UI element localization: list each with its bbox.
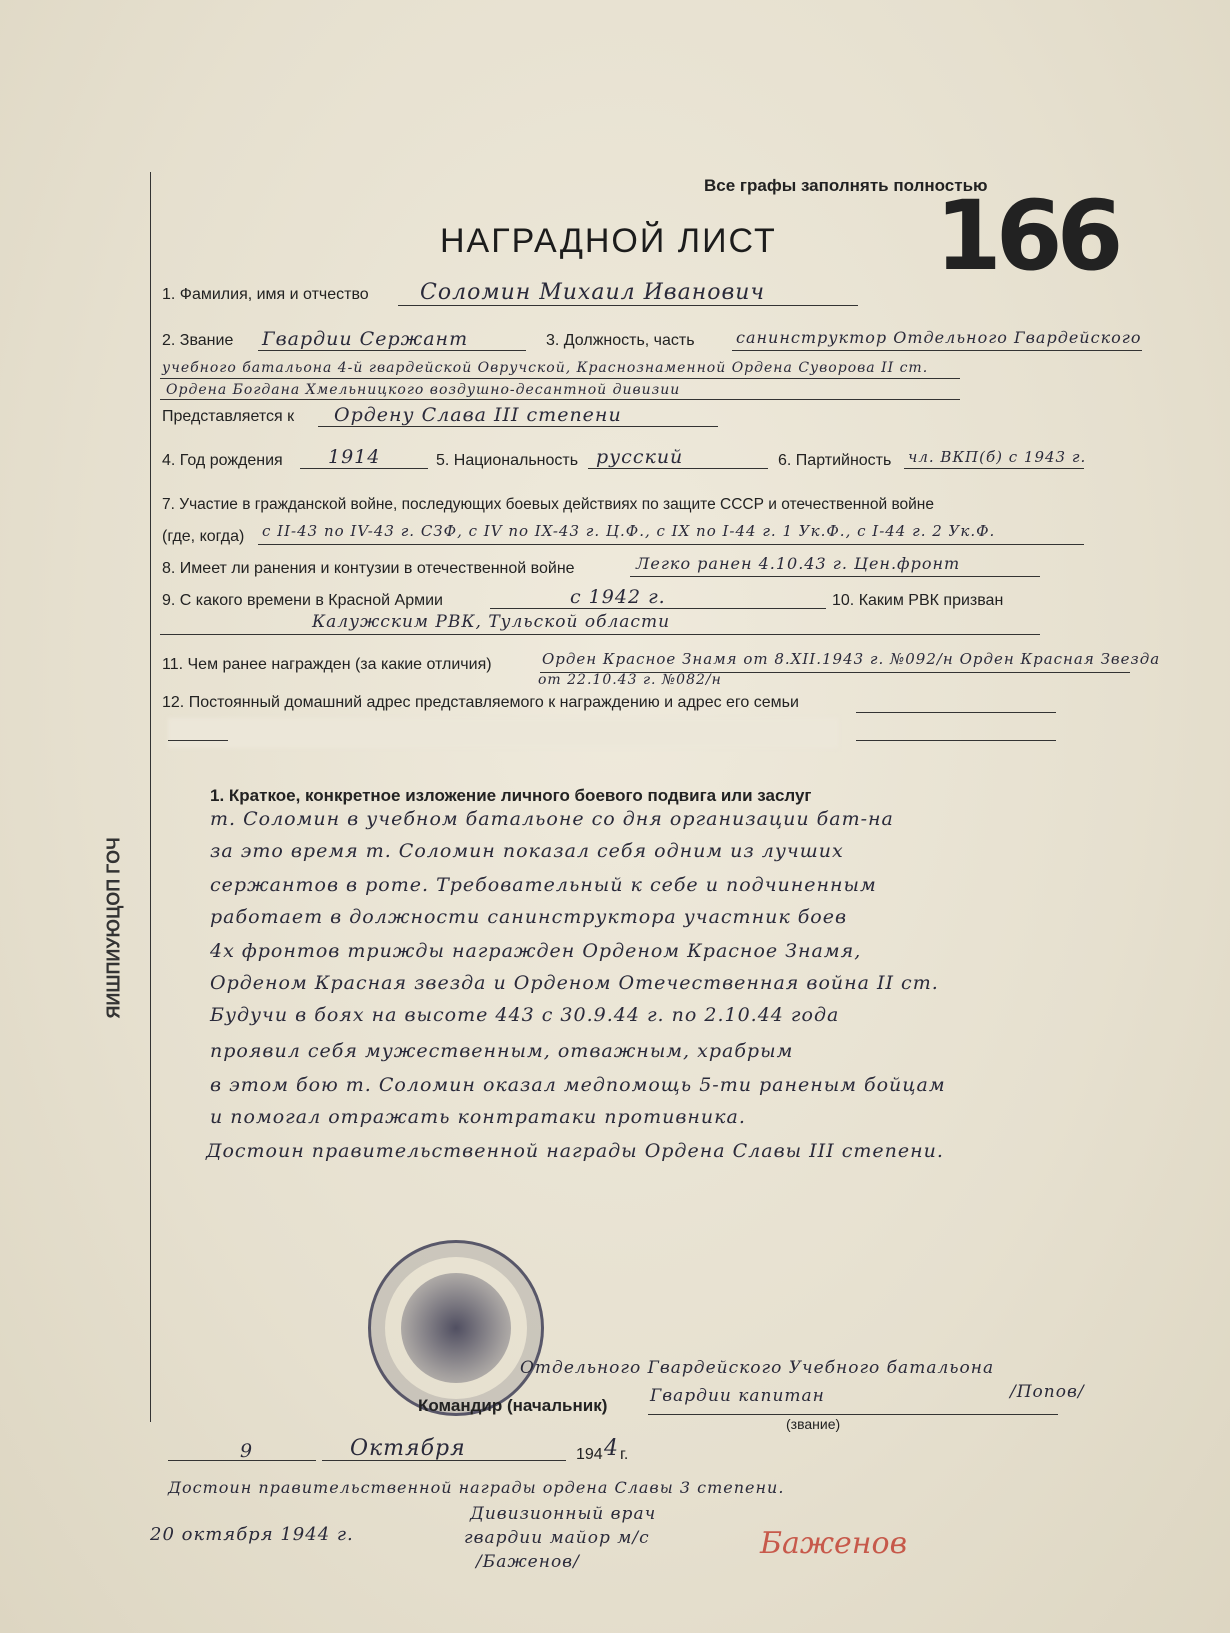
- field-10-value: Калужским РВК, Тульской области: [312, 612, 671, 632]
- feat-line: 4х фронтов трижды награжден Орденом Красное Знамя,: [210, 940, 862, 962]
- redacted-address: [168, 718, 838, 748]
- field-9-label: 9. С какого времени в Красной Армии: [162, 592, 443, 609]
- official-stamp: [368, 1240, 544, 1416]
- present-label: Представляется к: [162, 408, 295, 425]
- feat-line: Орденом Красная звезда и Орденом Отечественная война II ст.: [210, 972, 939, 994]
- page-title: НАГРАДНОЙ ЛИСТ: [440, 222, 777, 260]
- field-3-label: 3. Должность, часть: [546, 332, 695, 349]
- feat-line: проявил себя мужественным, отважным, храбрым: [210, 1040, 794, 1062]
- date-day: 9: [240, 1440, 254, 1462]
- date-year-prefix: 194: [576, 1446, 603, 1463]
- field-3-value-3: Ордена Богдана Хмельницкого воздушно-десантной дивизии: [166, 382, 681, 398]
- field-5-label: 5. Национальность: [436, 452, 579, 469]
- field-6-value: чл. ВКП(б) с 1943 г.: [908, 448, 1087, 466]
- field-8-value: Легко ранен 4.10.43 г. Цен.фронт: [636, 554, 961, 573]
- field-6-label: 6. Партийность: [778, 452, 892, 469]
- feat-line: Достоин правительственной награды Ордена Славы III степени.: [206, 1140, 944, 1162]
- field-8-label: 8. Имеет ли ранения и контузии в отечественной войне: [162, 560, 575, 577]
- feat-heading: 1. Краткое, конкретное изложение личного боевого подвига или заслуг: [210, 786, 812, 805]
- feat-line: за это время т. Соломин показал себя одним из лучших: [210, 840, 844, 862]
- fill-notice: Все графы заполнять полностью: [704, 176, 988, 195]
- field-3-value-1: санинструктор Отдельного Гвардейского: [736, 328, 1142, 347]
- field-7-label-2: (где, когда): [162, 528, 245, 545]
- feat-line: сержантов в роте. Требовательный к себе и подчиненным: [210, 874, 877, 896]
- commander-label: Командир (начальник): [418, 1396, 608, 1415]
- margin-line: [150, 172, 151, 1422]
- signature-rank-line: Гвардии капитан: [650, 1386, 825, 1406]
- field-5-value: русский: [596, 446, 684, 468]
- division-line-3: /Баженов/: [476, 1552, 580, 1572]
- field-1-value: Соломин Михаил Иванович: [420, 280, 766, 305]
- signature-unit-line: Отдельного Гвардейского Учебного батальона: [520, 1358, 995, 1378]
- resolution-text: Достоин правительственной награды ордена Славы 3 степени.: [168, 1478, 785, 1497]
- feat-line: в этом бою т. Соломин оказал медпомощь 5-ти раненым бойцам: [210, 1074, 946, 1096]
- field-7-value: с II-43 по IV-43 г. СЗФ, с IV по IX-43 г. Ц.Ф., с IX по I-44 г. 1 Ук.Ф., с I-44 г. 2 Ук.Ф.: [262, 522, 996, 540]
- feat-line: Будучи в боях на высоте 443 с 30.9.44 г. по 2.10.44 года: [210, 1004, 840, 1026]
- present-value: Ордену Слава III степени: [334, 404, 622, 426]
- division-line-2: гвардии майор м/с: [464, 1528, 650, 1548]
- document-number: 166: [935, 180, 1118, 292]
- sidebar-vertical-text: ЯИШПИУЮЦОП ГОЧ: [103, 837, 124, 1019]
- date-month: Октября: [350, 1436, 466, 1461]
- field-12-label: 12. Постоянный домашний адрес представляемого к награждению и адрес его семьи: [162, 694, 799, 711]
- feat-line: т. Соломин в учебном батальоне со дня организации бат-на: [210, 808, 894, 830]
- field-2-label: 2. Звание: [162, 332, 234, 349]
- date-year-suffix: 4: [604, 1436, 619, 1461]
- division-line-1: Дивизионный врач: [470, 1504, 657, 1524]
- field-3-value-2: учебного батальона 4-й гвардейской Овручской, Краснознаменной Ордена Суворова II ст.: [162, 360, 929, 376]
- feat-line: и помогал отражать контратаки противника.: [210, 1106, 746, 1128]
- signature-name: /Попов/: [1010, 1382, 1085, 1402]
- field-7-label-1: 7. Участие в гражданской войне, последующих боевых действиях по защите СССР и отечественной войне: [162, 496, 934, 513]
- field-4-value: 1914: [328, 446, 381, 468]
- field-2-value: Гвардии Сержант: [262, 328, 469, 350]
- field-9-value: с 1942 г.: [570, 586, 666, 608]
- sign-date: 20 октября 1944 г.: [150, 1524, 354, 1545]
- feat-line: работает в должности санинструктора участник боев: [210, 906, 848, 928]
- field-10-label: 10. Каким РВК призван: [832, 592, 1004, 609]
- red-handwritten-note: Баженов: [760, 1526, 908, 1561]
- field-11-value-2: от 22.10.43 г. №082/н: [538, 672, 722, 688]
- field-4-label: 4. Год рождения: [162, 452, 283, 469]
- field-11-label: 11. Чем ранее награжден (за какие отличия): [162, 656, 492, 673]
- date-g: г.: [620, 1446, 629, 1463]
- field-1-label: 1. Фамилия, имя и отчество: [162, 286, 369, 303]
- field-11-value-1: Орден Красное Знамя от 8.XII.1943 г. №092/н Орден Красная Звезда: [542, 650, 1161, 668]
- rank-caption: (звание): [786, 1416, 841, 1432]
